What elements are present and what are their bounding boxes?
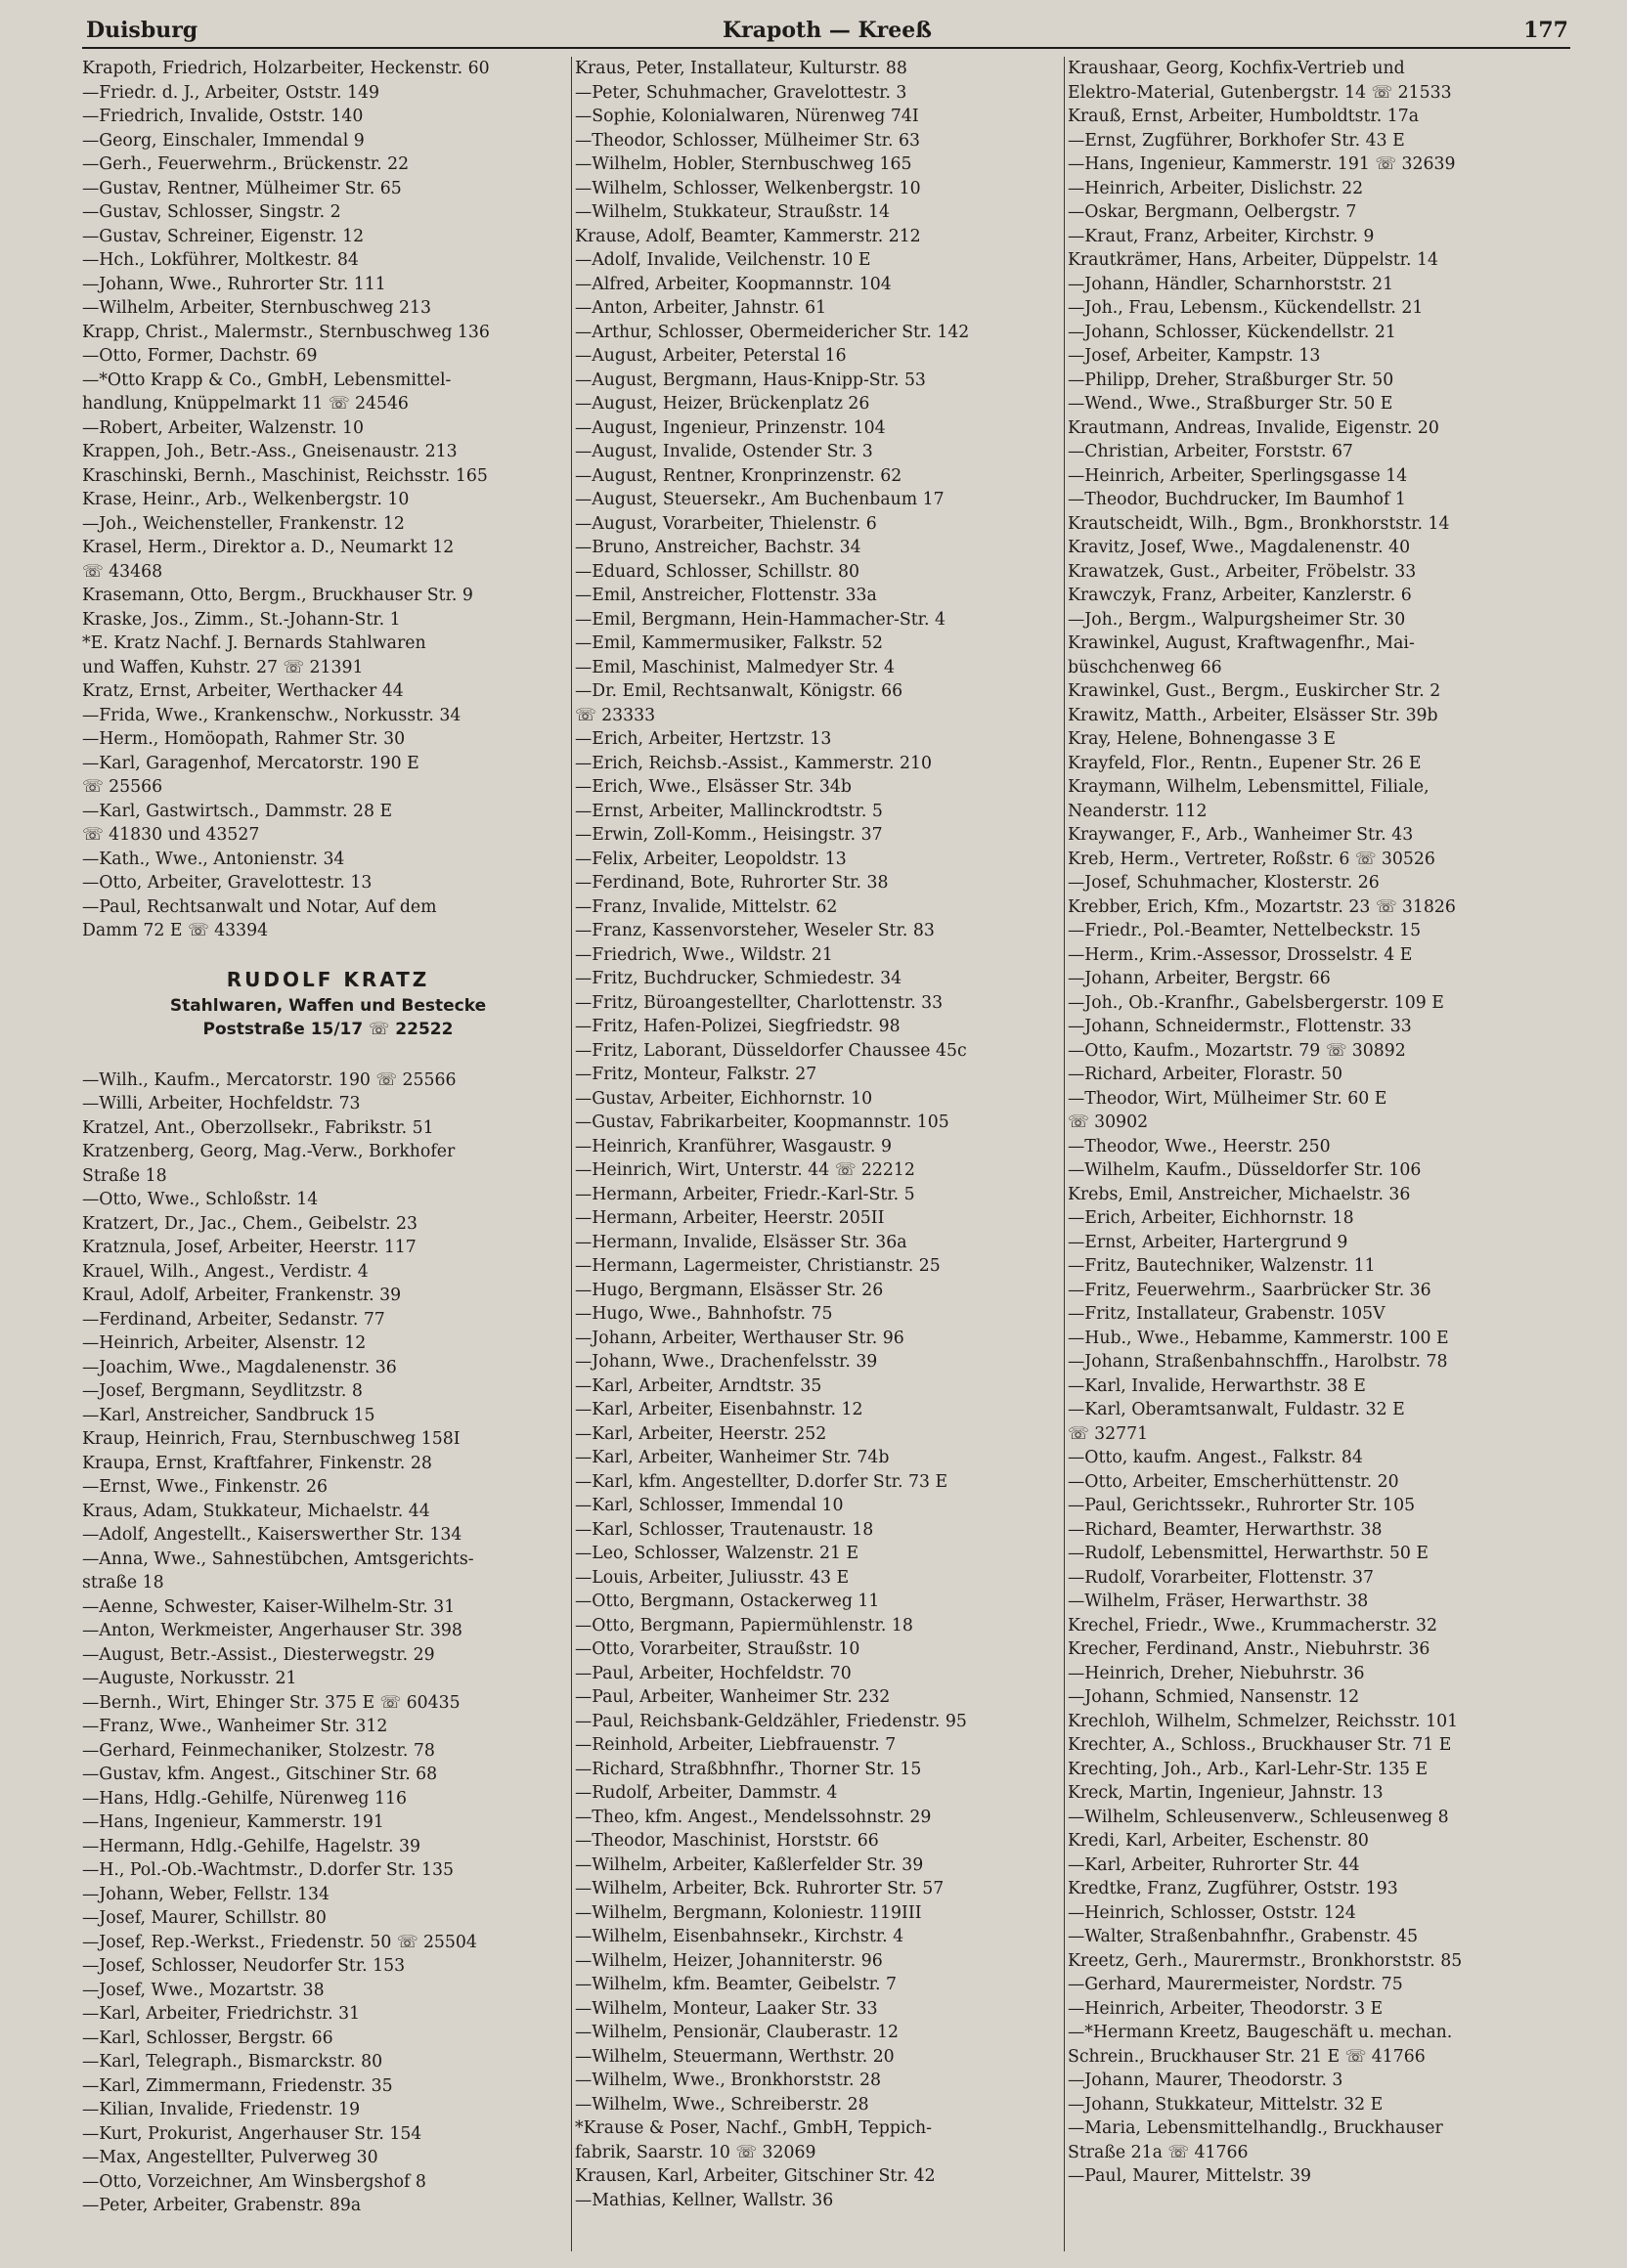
directory-entry: Kratzert, Dr., Jac., Chem., Geibelstr. 23 bbox=[82, 1213, 418, 1234]
directory-entry: —Gerhard, Maurermeister, Nordstr. 75 bbox=[1068, 1975, 1403, 1994]
directory-entry: Krauß, Ernst, Arbeiter, Humboldtstr. 17a bbox=[1068, 107, 1420, 126]
directory-entry: —Joh., Ob.-Kranfhr., Gabelsbergerstr. 109 E bbox=[1068, 992, 1444, 1013]
directory-entry: Straße 21a ☏ 41766 bbox=[1068, 2142, 1249, 2162]
directory-entry: —Karl, Arbeiter, Wanheimer Str. 74b bbox=[575, 1448, 890, 1467]
directory-entry: —Heinrich, Arbeiter, Sperlingsgasse 14 bbox=[1068, 465, 1408, 486]
column-1 bbox=[82, 57, 574, 2218]
directory-entry: —Otto, kaufm. Angest., Falkstr. 84 bbox=[1068, 1448, 1363, 1467]
column-3 bbox=[1068, 57, 1560, 2189]
directory-entry: —Gustav, Fabrikarbeiter, Koopmannstr. 105 bbox=[575, 1112, 949, 1132]
directory-entry: —Ferdinand, Arbeiter, Sedanstr. 77 bbox=[82, 1309, 385, 1330]
ad-products: Stahlwaren, Waffen und Bestecke bbox=[169, 995, 487, 1016]
directory-entry: Krauel, Wilh., Angest., Verdistr. 4 bbox=[82, 1261, 369, 1282]
directory-entry: —August, Rentner, Kronprinzenstr. 62 bbox=[575, 465, 902, 486]
directory-entry: —Richard, Beamter, Herwarthstr. 38 bbox=[1068, 1519, 1383, 1540]
directory-entry: —Bruno, Anstreicher, Bachstr. 34 bbox=[575, 538, 861, 557]
directory-entry: —Karl, Zimmermann, Friedenstr. 35 bbox=[82, 2075, 393, 2096]
directory-entry: Krapp, Christ., Malermstr., Sternbuschweg 136 bbox=[82, 322, 490, 342]
entry-list-3 bbox=[1068, 57, 1560, 2189]
directory-entry: —Walter, Straßenbahnfhr., Grabenstr. 45 bbox=[1068, 1927, 1419, 1946]
directory-entry: —Johann, Straßenbahnschffn., Harolbstr. 78 bbox=[1068, 1352, 1448, 1372]
directory-entry: —August, Ingenieur, Prinzenstr. 104 bbox=[575, 417, 886, 438]
directory-entry: —August, Arbeiter, Peterstal 16 bbox=[575, 346, 847, 366]
directory-entry: —Erich, Arbeiter, Eichhornstr. 18 bbox=[1068, 1208, 1354, 1228]
directory-entry: —Paul, Arbeiter, Hochfeldstr. 70 bbox=[575, 1663, 852, 1683]
directory-entry: —Johann, Arbeiter, Werthauser Str. 96 bbox=[575, 1328, 904, 1348]
directory-entry: —Karl, Arbeiter, Heerstr. 252 bbox=[575, 1423, 827, 1444]
directory-entry: —Rudolf, Lebensmittel, Herwarthstr. 50 E bbox=[1068, 1544, 1429, 1563]
directory-entry: —Peter, Schuhmacher, Gravelottestr. 3 bbox=[575, 82, 907, 103]
directory-entry: *Krause & Poser, Nachf., GmbH, Teppich- bbox=[575, 2118, 932, 2138]
directory-entry: —*Hermann Kreetz, Baugeschäft u. mechan. bbox=[1068, 2023, 1453, 2042]
directory-entry: —Josef, Maurer, Schillstr. 80 bbox=[82, 1908, 327, 1928]
directory-entry: Kray, Helene, Bohnengasse 3 E bbox=[1068, 729, 1336, 749]
directory-entry: Krawitz, Matth., Arbeiter, Elsässer Str. 39b bbox=[1068, 705, 1438, 725]
directory-entry: —Anna, Wwe., Sahnestübchen, Amtsgerichts- bbox=[82, 1548, 474, 1569]
directory-entry: Kratzel, Ant., Oberzollsekr., Fabrikstr. 51 bbox=[82, 1117, 434, 1138]
directory-entry: —Wilhelm, Arbeiter, Sternbuschweg 213 bbox=[82, 298, 431, 318]
directory-entry: Krause, Adolf, Beamter, Kammerstr. 212 bbox=[575, 226, 921, 246]
directory-entry: Krase, Heinr., Arb., Welkenbergstr. 10 bbox=[82, 490, 410, 509]
directory-entry: Krebs, Emil, Anstreicher, Michaelstr. 36 bbox=[1068, 1184, 1411, 1204]
directory-entry: —Joh., Bergm., Walpurgsheimer Str. 30 bbox=[1068, 609, 1406, 630]
directory-entry: —Paul, Arbeiter, Wanheimer Str. 232 bbox=[575, 1687, 891, 1707]
directory-entry: —Maria, Lebensmittelhandlg., Bruckhauser bbox=[1068, 2118, 1443, 2138]
directory-entry: —August, Heizer, Brückenplatz 26 bbox=[575, 394, 870, 414]
directory-entry: —Wilhelm, Schleusenverw., Schleusenweg 8 bbox=[1068, 1807, 1449, 1827]
directory-entry: —Fritz, Installateur, Grabenstr. 105V bbox=[1068, 1304, 1385, 1324]
directory-entry: Elektro-Material, Gutenbergstr. 14 ☏ 21533 bbox=[1068, 82, 1452, 103]
directory-entry: —Wilhelm, Pensionär, Clauberastr. 12 bbox=[575, 2023, 900, 2042]
directory-entry: Krasel, Herm., Direktor a. D., Neumarkt 12 bbox=[82, 538, 455, 557]
directory-entry: —Johann, Arbeiter, Bergstr. 66 bbox=[1068, 969, 1331, 988]
advertisement-kratz bbox=[82, 965, 574, 1041]
directory-entry: fabrik, Saarstr. 10 ☏ 32069 bbox=[575, 2142, 816, 2162]
directory-entry: Schrein., Bruckhauser Str. 21 E ☏ 41766 bbox=[1068, 2046, 1426, 2067]
directory-entry: Kreck, Martin, Ingenieur, Jahnstr. 13 bbox=[1068, 1783, 1384, 1803]
directory-entry: —Adolf, Invalide, Veilchenstr. 10 E bbox=[575, 250, 871, 270]
directory-entry: Krechter, A., Schloss., Bruckhauser Str. 71 E bbox=[1068, 1735, 1452, 1755]
directory-entry: —Theodor, Maschinist, Horststr. 66 bbox=[575, 1831, 879, 1851]
directory-entry: —Johann, Schneidermstr., Flottenstr. 33 bbox=[1068, 1017, 1412, 1036]
directory-entry: —Erich, Reichsb.-Assist., Kammerstr. 210 bbox=[575, 753, 932, 773]
directory-entry: —Gerh., Feuerwehrm., Brückenstr. 22 bbox=[82, 154, 410, 174]
directory-entry: —Leo, Schlosser, Walzenstr. 21 E bbox=[575, 1544, 859, 1563]
directory-entry: —Hermann, Arbeiter, Friedr.-Karl-Str. 5 bbox=[575, 1184, 915, 1204]
directory-entry: —Herm., Krim.-Assessor, Drosselstr. 4 E bbox=[1068, 944, 1413, 965]
directory-entry: —Heinrich, Arbeiter, Alsenstr. 12 bbox=[82, 1333, 367, 1353]
directory-entry: Krausen, Karl, Arbeiter, Gitschiner Str. 42 bbox=[575, 2166, 936, 2186]
directory-entry: ☏ 43468 bbox=[82, 561, 163, 582]
directory-entry: —Philipp, Dreher, Straßburger Str. 50 bbox=[1068, 370, 1394, 390]
ad-company-name: RUDOLF KRATZ bbox=[226, 967, 430, 991]
directory-entry: —Karl, Arbeiter, Friedrichstr. 31 bbox=[82, 2004, 361, 2024]
directory-entry: Kratzenberg, Georg, Mag.-Verw., Borkhofer bbox=[82, 1142, 456, 1161]
directory-entry: —Fritz, Bautechniker, Walzenstr. 11 bbox=[1068, 1256, 1376, 1276]
directory-entry: —Oskar, Bergmann, Oelbergstr. 7 bbox=[1068, 202, 1357, 222]
directory-entry: —Georg, Einschaler, Immendal 9 bbox=[82, 130, 365, 151]
directory-entry: —Paul, Maurer, Mittelstr. 39 bbox=[1068, 2166, 1312, 2186]
directory-entry: —Dr. Emil, Rechtsanwalt, Königstr. 66 bbox=[575, 681, 903, 701]
directory-entry: Krawinkel, August, Kraftwagenfhr., Mai- bbox=[1068, 633, 1415, 653]
directory-entry: —Theo, kfm. Angest., Mendelssohnstr. 29 bbox=[575, 1807, 932, 1827]
directory-entry: Neanderstr. 112 bbox=[1068, 801, 1208, 821]
directory-entry: —Karl, Oberamtsanwalt, Fuldastr. 32 E bbox=[1068, 1400, 1405, 1419]
directory-entry: straße 18 bbox=[82, 1573, 164, 1592]
directory-entry: —August, Vorarbeiter, Thielenstr. 6 bbox=[575, 513, 877, 534]
directory-entry: —Josef, Arbeiter, Kampstr. 13 bbox=[1068, 346, 1321, 366]
directory-entry: —Otto, Bergmann, Papiermühlenstr. 18 bbox=[575, 1615, 913, 1636]
directory-entry: —Karl, Anstreicher, Sandbruck 15 bbox=[82, 1405, 375, 1425]
directory-entry: —Hermann, Invalide, Elsässer Str. 36a bbox=[575, 1232, 907, 1252]
directory-entry: Krayfeld, Flor., Rentn., Eupener Str. 26 E bbox=[1068, 753, 1422, 773]
directory-entry: —Karl, Arbeiter, Arndtstr. 35 bbox=[575, 1375, 822, 1396]
directory-entry: —Franz, Kassenvorsteher, Weseler Str. 83 bbox=[575, 921, 935, 940]
directory-entry: —Theodor, Wwe., Heerstr. 250 bbox=[1068, 1136, 1331, 1156]
directory-entry: —Karl, kfm. Angestellter, D.dorfer Str. 73 E bbox=[575, 1471, 948, 1492]
directory-entry: —Hub., Wwe., Hebamme, Kammerstr. 100 E bbox=[1068, 1328, 1449, 1348]
directory-entry: —Friedrich, Invalide, Oststr. 140 bbox=[82, 107, 364, 126]
directory-entry: Kraup, Heinrich, Frau, Sternbuschweg 158I bbox=[82, 1429, 461, 1449]
ad-address: Poststraße 15/17 ☏ 22522 bbox=[202, 1019, 454, 1039]
directory-entry: —Karl, Garagenhof, Mercatorstr. 190 E bbox=[82, 753, 419, 773]
directory-entry: —Karl, Arbeiter, Ruhrorter Str. 44 bbox=[1068, 1854, 1360, 1875]
directory-entry: —Aenne, Schwester, Kaiser-Wilhelm-Str. 31 bbox=[82, 1596, 456, 1617]
header-city: Duisburg bbox=[86, 18, 198, 43]
directory-entry: Krappen, Joh., Betr.-Ass., Gneisenaustr. 213 bbox=[82, 442, 458, 461]
directory-entry: Damm 72 E ☏ 43394 bbox=[82, 921, 269, 940]
directory-entry: —Herm., Homöopath, Rahmer Str. 30 bbox=[82, 729, 406, 749]
directory-entry: —Otto, Vorarbeiter, Straußstr. 10 bbox=[575, 1639, 860, 1659]
directory-entry: —Adolf, Angestellt., Kaiserswerther Str. 134 bbox=[82, 1525, 462, 1545]
directory-entry: —Fritz, Buchdrucker, Schmiedestr. 34 bbox=[575, 969, 902, 988]
directory-entry: Krawatzek, Gust., Arbeiter, Fröbelstr. 33 bbox=[1068, 561, 1417, 582]
directory-entry: —Wilhelm, Bergmann, Koloniestr. 119III bbox=[575, 1902, 922, 1923]
directory-entry: Krapoth, Friedrich, Holzarbeiter, Heckenstr. 60 bbox=[82, 59, 490, 78]
directory-entry: ☏ 32771 bbox=[1068, 1423, 1149, 1444]
directory-entry: —Franz, Invalide, Mittelstr. 62 bbox=[575, 896, 838, 917]
directory-entry: Kredi, Karl, Arbeiter, Eschenstr. 80 bbox=[1068, 1831, 1369, 1851]
directory-entry: Krebber, Erich, Kfm., Mozartstr. 23 ☏ 31826 bbox=[1068, 896, 1456, 917]
directory-entry: —Robert, Arbeiter, Walzenstr. 10 bbox=[82, 417, 364, 438]
directory-entry: —Gustav, kfm. Angest., Gitschiner Str. 68 bbox=[82, 1765, 438, 1784]
directory-entry: Krautscheidt, Wilh., Bgm., Bronkhorststr. 14 bbox=[1068, 513, 1450, 534]
directory-entry: —Wilhelm, Monteur, Laaker Str. 33 bbox=[575, 1998, 878, 2019]
directory-entry: —Fritz, Büroangestellter, Charlottenstr. 33 bbox=[575, 992, 944, 1013]
directory-entry: —Hans, Hdlg.-Gehilfe, Nürenweg 116 bbox=[82, 1788, 407, 1809]
directory-entry: —Wilh., Kaufm., Mercatorstr. 190 ☏ 25566 bbox=[82, 1069, 457, 1090]
directory-entry: —Auguste, Norkusstr. 21 bbox=[82, 1669, 297, 1688]
directory-entry: Krawinkel, Gust., Bergm., Euskircher Str. 2 bbox=[1068, 681, 1441, 701]
directory-entry: —Otto, Bergmann, Ostackerweg 11 bbox=[575, 1592, 880, 1611]
directory-entry: —Franz, Wwe., Wanheimer Str. 312 bbox=[82, 1717, 388, 1736]
directory-entry: —Fritz, Hafen-Polizei, Siegfriedstr. 98 bbox=[575, 1017, 901, 1036]
directory-entry: —Josef, Bergmann, Seydlitzstr. 8 bbox=[82, 1381, 363, 1401]
directory-entry: —Heinrich, Arbeiter, Theodorstr. 3 E bbox=[1068, 1998, 1384, 2019]
directory-entry: —Johann, Wwe., Drachenfelsstr. 39 bbox=[575, 1352, 878, 1372]
directory-entry: —Ernst, Wwe., Finkenstr. 26 bbox=[82, 1477, 328, 1497]
directory-entry: —Paul, Reichsbank-Geldzähler, Friedenstr. 95 bbox=[575, 1711, 967, 1731]
directory-entry: —Eduard, Schlosser, Schillstr. 80 bbox=[575, 561, 859, 582]
directory-entry: —Wilhelm, Kaufm., Düsseldorfer Str. 106 bbox=[1068, 1160, 1422, 1180]
directory-entry: Krasemann, Otto, Bergm., Bruckhauser Str. 9 bbox=[82, 586, 473, 605]
directory-entry: —Anton, Werkmeister, Angerhauser Str. 398 bbox=[82, 1621, 462, 1640]
directory-entry: —Erich, Arbeiter, Hertzstr. 13 bbox=[575, 729, 832, 749]
directory-entry: —*Otto Krapp & Co., GmbH, Lebensmittel- bbox=[82, 370, 452, 390]
directory-entry: —Gustav, Arbeiter, Eichhornstr. 10 bbox=[575, 1088, 873, 1109]
directory-entry: —Johann, Weber, Fellstr. 134 bbox=[82, 1884, 330, 1904]
directory-entry: —Paul, Gerichtssekr., Ruhrorter Str. 105 bbox=[1068, 1496, 1416, 1515]
directory-entry: —Christian, Arbeiter, Forststr. 67 bbox=[1068, 442, 1353, 461]
directory-entry: —Heinrich, Schlosser, Oststr. 124 bbox=[1068, 1902, 1356, 1923]
directory-entry: —Theodor, Buchdrucker, Im Baumhof 1 bbox=[1068, 490, 1406, 509]
directory-entry: —Wilhelm, Steuermann, Werthstr. 20 bbox=[575, 2046, 895, 2067]
directory-entry: —H., Pol.-Ob.-Wachtmstr., D.dorfer Str. 135 bbox=[82, 1860, 454, 1880]
directory-entry: —Wilhelm, Schlosser, Welkenbergstr. 10 bbox=[575, 178, 921, 198]
header-rule bbox=[82, 47, 1570, 49]
directory-entry: —Hans, Ingenieur, Kammerstr. 191 ☏ 32639 bbox=[1068, 154, 1456, 174]
directory-entry: —Johann, Stukkateur, Mittelstr. 32 E bbox=[1068, 2094, 1384, 2115]
directory-entry: —Rudolf, Vorarbeiter, Flottenstr. 37 bbox=[1068, 1567, 1374, 1588]
directory-entry: —Kath., Wwe., Antonienstr. 34 bbox=[82, 849, 345, 869]
directory-entry: —Wilhelm, Arbeiter, Kaßlerfelder Str. 39 bbox=[575, 1854, 924, 1875]
directory-entry: —Josef, Schuhmacher, Klosterstr. 26 bbox=[1068, 873, 1380, 893]
directory-entry: —Gerhard, Feinmechaniker, Stolzestr. 78 bbox=[82, 1740, 435, 1761]
directory-entry: —Johann, Schmied, Nansenstr. 12 bbox=[1068, 1687, 1360, 1707]
directory-entry: —Otto, Arbeiter, Gravelottestr. 13 bbox=[82, 873, 373, 893]
header-range: Krapoth — Kreeß bbox=[723, 18, 932, 43]
directory-entry: —Fritz, Feuerwehrm., Saarbrücker Str. 36 bbox=[1068, 1280, 1431, 1300]
directory-entry: —August, Steuersekr., Am Buchenbaum 17 bbox=[575, 490, 945, 509]
directory-entry: —Josef, Schlosser, Neudorfer Str. 153 bbox=[82, 1956, 406, 1976]
directory-entry: Krecher, Ferdinand, Anstr., Niebuhrstr. 36 bbox=[1068, 1639, 1430, 1659]
directory-entry: —Wilhelm, Heizer, Johanniterstr. 96 bbox=[575, 1950, 883, 1971]
directory-entry: —Peter, Arbeiter, Grabenstr. 89a bbox=[82, 2196, 362, 2215]
directory-entry: —Karl, Gastwirtsch., Dammstr. 28 E bbox=[82, 801, 393, 821]
directory-entry: Kratz, Ernst, Arbeiter, Werthacker 44 bbox=[82, 681, 404, 701]
directory-entry: —Johann, Schlosser, Kückendellstr. 21 bbox=[1068, 322, 1396, 342]
directory-entry: —Hugo, Bergmann, Elsässer Str. 26 bbox=[575, 1280, 884, 1300]
directory-entry: —Louis, Arbeiter, Juliusstr. 43 E bbox=[575, 1567, 850, 1588]
directory-entry: —Emil, Anstreicher, Flottenstr. 33a bbox=[575, 586, 877, 605]
directory-entry: —Ernst, Arbeiter, Hartergrund 9 bbox=[1068, 1232, 1348, 1252]
directory-entry: Kreetz, Gerh., Maurermstr., Bronkhorststr. 85 bbox=[1068, 1950, 1463, 1971]
directory-entry: Krechting, Joh., Arb., Karl-Lehr-Str. 135 E bbox=[1068, 1759, 1429, 1779]
entry-list-1a bbox=[82, 57, 574, 943]
directory-entry: —Gustav, Schreiner, Eigenstr. 12 bbox=[82, 226, 365, 246]
directory-entry: —Wend., Wwe., Straßburger Str. 50 E bbox=[1068, 394, 1393, 414]
directory-entry: —Bernh., Wirt, Ehinger Str. 375 E ☏ 60435 bbox=[82, 1692, 461, 1713]
directory-entry: Kravitz, Josef, Wwe., Magdalenenstr. 40 bbox=[1068, 538, 1411, 557]
directory-entry: —Hugo, Wwe., Bahnhofstr. 75 bbox=[575, 1304, 833, 1324]
directory-entry: —Felix, Arbeiter, Leopoldstr. 13 bbox=[575, 849, 847, 869]
directory-entry: Straße 18 bbox=[82, 1165, 167, 1186]
directory-entry: und Waffen, Kuhstr. 27 ☏ 21391 bbox=[82, 657, 364, 677]
directory-entry: —Wilhelm, Arbeiter, Bck. Ruhrorter Str. 57 bbox=[575, 1879, 945, 1898]
page-number: 177 bbox=[1523, 18, 1568, 43]
directory-entry: handlung, Knüppelmarkt 11 ☏ 24546 bbox=[82, 394, 409, 414]
directory-entry: —Theodor, Schlosser, Mülheimer Str. 63 bbox=[575, 130, 920, 151]
directory-entry: Kraushaar, Georg, Kochfix-Vertrieb und bbox=[1068, 59, 1405, 78]
directory-entry: —Reinhold, Arbeiter, Liebfrauenstr. 7 bbox=[575, 1735, 897, 1755]
directory-entry: —Hermann, Arbeiter, Heerstr. 205II bbox=[575, 1208, 885, 1228]
directory-entry: —Paul, Rechtsanwalt und Notar, Auf dem bbox=[82, 896, 437, 917]
directory-entry: —Ernst, Zugführer, Borkhofer Str. 43 E bbox=[1068, 130, 1405, 151]
directory-entry: Kraymann, Wilhelm, Lebensmittel, Filiale, bbox=[1068, 777, 1429, 797]
directory-entry: —Karl, Schlosser, Immendal 10 bbox=[575, 1496, 844, 1515]
directory-entry: —Wilhelm, Wwe., Schreiberstr. 28 bbox=[575, 2094, 869, 2115]
directory-entry: *E. Kratz Nachf. J. Bernards Stahlwaren bbox=[82, 633, 426, 653]
directory-entry: Krawczyk, Franz, Arbeiter, Kanzlerstr. 6 bbox=[1068, 586, 1412, 605]
directory-entry: —Otto, Former, Dachstr. 69 bbox=[82, 346, 318, 366]
entry-list-2 bbox=[575, 57, 1067, 2212]
directory-entry: —Kraut, Franz, Arbeiter, Kirchstr. 9 bbox=[1068, 226, 1375, 246]
directory-entry: Kredtke, Franz, Zugführer, Oststr. 193 bbox=[1068, 1879, 1398, 1898]
directory-entry: —Wilhelm, Eisenbahnsekr., Kirchstr. 4 bbox=[575, 1927, 904, 1946]
directory-entry: —August, Bergmann, Haus-Knipp-Str. 53 bbox=[575, 370, 926, 390]
directory-entry: Krechel, Friedr., Wwe., Krummacherstr. 32 bbox=[1068, 1615, 1437, 1636]
directory-entry: —Otto, Vorzeichner, Am Winsbergshof 8 bbox=[82, 2171, 426, 2192]
directory-entry: —Sophie, Kolonialwaren, Nürenweg 74I bbox=[575, 107, 919, 126]
directory-entry: Krechloh, Wilhelm, Schmelzer, Reichsstr. 101 bbox=[1068, 1711, 1459, 1731]
directory-entry: —Joh., Frau, Lebensm., Kückendellstr. 21 bbox=[1068, 298, 1424, 318]
directory-entry: —Fritz, Monteur, Falkstr. 27 bbox=[575, 1065, 817, 1084]
directory-entry: —Friedrich, Wwe., Wildstr. 21 bbox=[575, 944, 833, 965]
directory-entry: ☏ 41830 und 43527 bbox=[82, 825, 260, 845]
directory-entry: —Emil, Kammermusiker, Falkstr. 52 bbox=[575, 633, 884, 653]
directory-entry: Kraywanger, F., Arb., Wanheimer Str. 43 bbox=[1068, 825, 1414, 845]
directory-entry: —Hermann, Hdlg.-Gehilfe, Hagelstr. 39 bbox=[82, 1836, 420, 1856]
directory-entry: Kraul, Adolf, Arbeiter, Frankenstr. 39 bbox=[82, 1286, 402, 1305]
directory-entry: —Heinrich, Dreher, Niebuhrstr. 36 bbox=[1068, 1663, 1365, 1683]
directory-entry: —Erwin, Zoll-Komm., Heisingstr. 37 bbox=[575, 825, 883, 845]
directory-entry: —Joh., Weichensteller, Frankenstr. 12 bbox=[82, 513, 405, 534]
directory-entry: —Johann, Wwe., Ruhrorter Str. 111 bbox=[82, 274, 386, 294]
directory-entry: —Karl, Schlosser, Trautenaustr. 18 bbox=[575, 1519, 874, 1540]
directory-entry: —Rudolf, Arbeiter, Dammstr. 4 bbox=[575, 1783, 838, 1803]
directory-entry: —Heinrich, Kranführer, Wasgaustr. 9 bbox=[575, 1136, 892, 1156]
directory-entry: —Richard, Arbeiter, Florastr. 50 bbox=[1068, 1065, 1342, 1084]
directory-entry: —Erich, Wwe., Elsässer Str. 34b bbox=[575, 777, 852, 797]
directory-entry: Kratznula, Josef, Arbeiter, Heerstr. 117 bbox=[82, 1238, 417, 1257]
directory-entry: —Wilhelm, Fräser, Herwarthstr. 38 bbox=[1068, 1592, 1369, 1611]
directory-entry: ☏ 25566 bbox=[82, 777, 163, 797]
directory-entry: ☏ 23333 bbox=[575, 705, 656, 725]
directory-entry: —Karl, Arbeiter, Eisenbahnstr. 12 bbox=[575, 1400, 863, 1419]
directory-entry: —Josef, Wwe., Mozartstr. 38 bbox=[82, 1980, 325, 2000]
directory-entry: —Karl, Schlosser, Bergstr. 66 bbox=[82, 2028, 333, 2048]
directory-entry: Kraschinski, Bernh., Maschinist, Reichsstr. 165 bbox=[82, 465, 488, 486]
directory-entry: büschchenweg 66 bbox=[1068, 657, 1222, 677]
directory-entry: —Otto, Arbeiter, Emscherhüttenstr. 20 bbox=[1068, 1471, 1399, 1492]
directory-entry: ☏ 30902 bbox=[1068, 1112, 1149, 1132]
page-header bbox=[86, 18, 1568, 51]
directory-entry: —Gustav, Schlosser, Singstr. 2 bbox=[82, 202, 341, 222]
directory-entry: —Hans, Ingenieur, Kammerstr. 191 bbox=[82, 1812, 384, 1832]
directory-entry: —Heinrich, Arbeiter, Dislichstr. 22 bbox=[1068, 178, 1364, 198]
directory-entry: —Josef, Rep.-Werkst., Friedenstr. 50 ☏ 25504 bbox=[82, 1932, 477, 1952]
directory-entry: —Emil, Maschinist, Malmedyer Str. 4 bbox=[575, 657, 896, 677]
directory-entry: —Ferdinand, Bote, Ruhrorter Str. 38 bbox=[575, 873, 889, 893]
directory-entry: —Frida, Wwe., Krankenschw., Norkusstr. 34 bbox=[82, 705, 462, 725]
directory-entry: —Wilhelm, Stukkateur, Straußstr. 14 bbox=[575, 202, 891, 222]
directory-entry: —Wilhelm, Wwe., Bronkhorststr. 28 bbox=[575, 2071, 882, 2090]
directory-entry: —Johann, Maurer, Theodorstr. 3 bbox=[1068, 2071, 1343, 2090]
directory-entry: Kraupa, Ernst, Kraftfahrer, Finkenstr. 28 bbox=[82, 1453, 432, 1473]
entry-list-1b bbox=[82, 1069, 574, 2218]
directory-entry: —Friedr. d. J., Arbeiter, Oststr. 149 bbox=[82, 82, 380, 103]
directory-entry: —Kilian, Invalide, Friedenstr. 19 bbox=[82, 2100, 361, 2119]
directory-entry: Kraske, Jos., Zimm., St.-Johann-Str. 1 bbox=[82, 609, 401, 630]
directory-entry: —Richard, Straßbhnfhr., Thorner Str. 15 bbox=[575, 1759, 922, 1779]
directory-entry: —Otto, Kaufm., Mozartstr. 79 ☏ 30892 bbox=[1068, 1040, 1406, 1061]
directory-entry: —Anton, Arbeiter, Jahnstr. 61 bbox=[575, 298, 827, 318]
directory-entry: —Ernst, Arbeiter, Mallinckrodtstr. 5 bbox=[575, 801, 883, 821]
directory-entry: Krautkrämer, Hans, Arbeiter, Düppelstr. 14 bbox=[1068, 250, 1438, 270]
directory-entry: —Friedr., Pol.-Beamter, Nettelbeckstr. 15 bbox=[1068, 921, 1422, 940]
directory-entry: —Willi, Arbeiter, Hochfeldstr. 73 bbox=[82, 1094, 361, 1113]
directory-entry: —Johann, Händler, Scharnhorststr. 21 bbox=[1068, 274, 1394, 294]
directory-entry: —Wilhelm, kfm. Beamter, Geibelstr. 7 bbox=[575, 1975, 897, 1994]
directory-entry: —Emil, Bergmann, Hein-Hammacher-Str. 4 bbox=[575, 609, 946, 630]
directory-entry: —Theodor, Wirt, Mülheimer Str. 60 E bbox=[1068, 1088, 1387, 1109]
directory-entry: —Gustav, Rentner, Mülheimer Str. 65 bbox=[82, 178, 402, 198]
directory-entry: —Fritz, Laborant, Düsseldorfer Chaussee 45c bbox=[575, 1040, 967, 1061]
directory-entry: —Joachim, Wwe., Magdalenenstr. 36 bbox=[82, 1357, 397, 1377]
directory-entry: —Karl, Invalide, Herwarthstr. 38 E bbox=[1068, 1375, 1366, 1396]
directory-entry: —Hermann, Lagermeister, Christianstr. 25 bbox=[575, 1256, 941, 1276]
directory-entry: —August, Invalide, Ostender Str. 3 bbox=[575, 442, 873, 461]
directory-entry: Kreb, Herm., Vertreter, Roßstr. 6 ☏ 30526 bbox=[1068, 849, 1435, 869]
directory-entry: —Kurt, Prokurist, Angerhauser Str. 154 bbox=[82, 2123, 422, 2144]
directory-entry: —Otto, Wwe., Schloßstr. 14 bbox=[82, 1190, 319, 1209]
directory-entry: Kraus, Peter, Installateur, Kulturstr. 88 bbox=[575, 59, 907, 78]
directory-entry: —Arthur, Schlosser, Obermeidericher Str. 142 bbox=[575, 322, 970, 342]
directory-entry: —Alfred, Arbeiter, Koopmannstr. 104 bbox=[575, 274, 892, 294]
directory-entry: —Wilhelm, Hobler, Sternbuschweg 165 bbox=[575, 154, 912, 174]
directory-entry: —Karl, Telegraph., Bismarckstr. 80 bbox=[82, 2052, 383, 2072]
directory-entry: Kraus, Adam, Stukkateur, Michaelstr. 44 bbox=[82, 1501, 430, 1521]
directory-entry: —Hch., Lokführer, Moltkestr. 84 bbox=[82, 250, 359, 270]
directory-entry: Krautmann, Andreas, Invalide, Eigenstr. 20 bbox=[1068, 417, 1439, 438]
directory-entry: —Heinrich, Wirt, Unterstr. 44 ☏ 22212 bbox=[575, 1160, 915, 1180]
directory-entry: —August, Betr.-Assist., Diesterwegstr. 29 bbox=[82, 1644, 435, 1665]
directory-entry: —Max, Angestellter, Pulverweg 30 bbox=[82, 2148, 378, 2167]
directory-entry: —Mathias, Kellner, Wallstr. 36 bbox=[575, 2190, 834, 2210]
column-2 bbox=[575, 57, 1067, 2212]
